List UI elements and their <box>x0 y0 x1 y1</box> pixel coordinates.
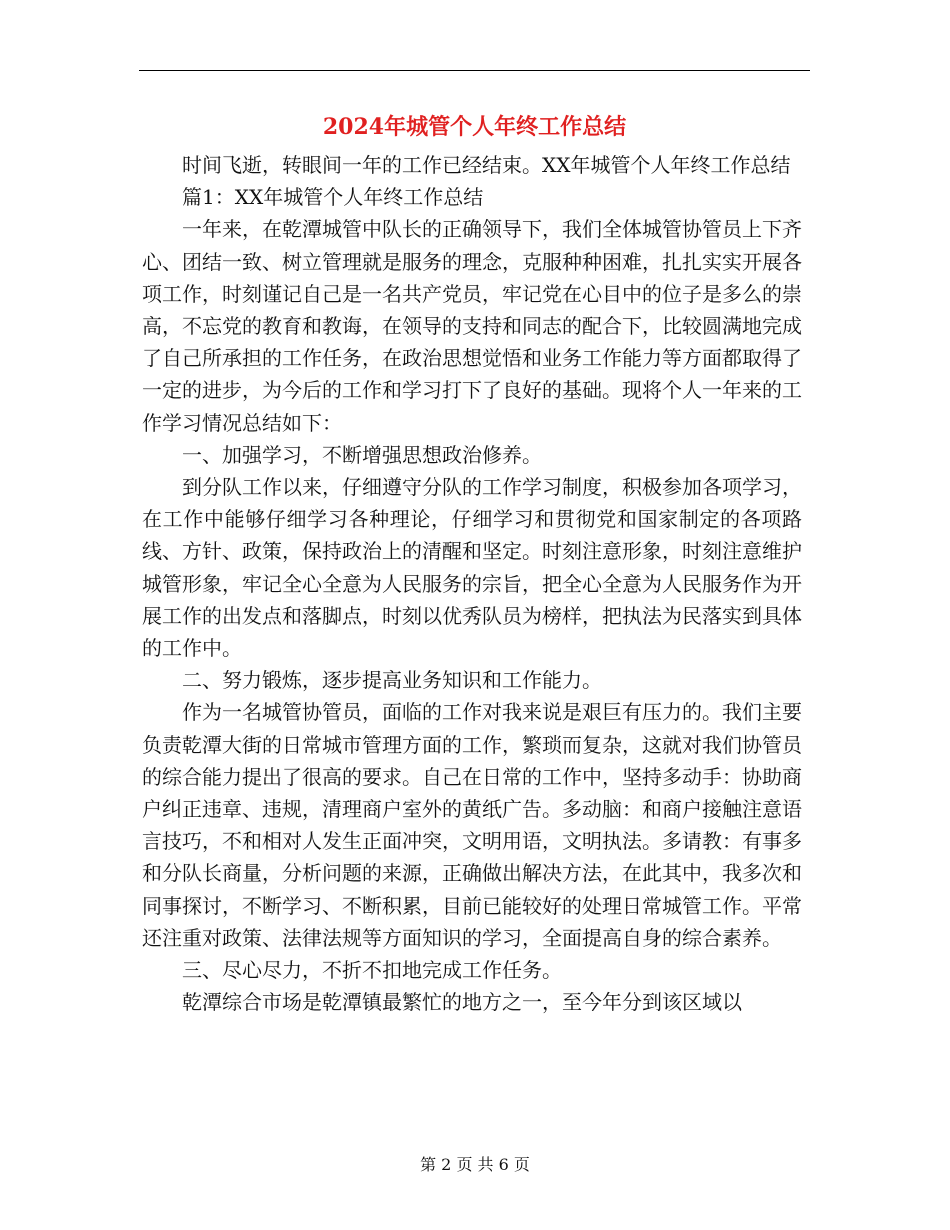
section-heading-1: 一、加强学习，不断增强思想政治修养。 <box>182 442 542 467</box>
document-title: 2024年城管个人年终工作总结 <box>322 114 627 140</box>
page-footer: 第 2 页 共 6 页 <box>420 1155 530 1174</box>
header-rule <box>139 70 810 71</box>
paragraph-overview: 一年来，在乾潭城管中队长的正确领导下，我们全体城管协管员上下齐心、团结一致、树立管理就是服务的理念，克服种种困难，扎扎实实开展各项工作，时刻谨记自己是一名共产党员，牢记党在心目中的位子是多么的崇高，不忘党的教育和教诲，在领导的支持和同志的配合下，比较圆满地完成了自己所承担的工作任务，在政治思想觉悟和业务工作能力等方面都取得了一定的进步，为今后的工作和学习打下了良好的基础。现将个人一年来的工作学习情况总结如下： <box>142 217 802 435</box>
paragraph-intro: 时间飞逝，转眼间一年的工作已经结束。XX年城管个人年终工作总结 <box>182 153 791 177</box>
section-heading-2: 二、努力锻炼，逐步提高业务知识和工作能力。 <box>182 668 602 693</box>
section-heading-3: 三、尽心尽力，不折不扣地完成工作任务。 <box>182 958 562 983</box>
paragraph-section-2: 作为一名城管协管员，面临的工作对我来说是艰巨有压力的。我们主要负责乾潭大街的日常城市管理方面的工作，繁琐而复杂，这就对我们协管员的综合能力提出了很高的要求。自己在日常的工作中，坚持多动手：协助商户纠正违章、违规，清理商户室外的黄纸广告。多动脑：和商户接触注意语言技巧，不和相对人发生正面冲突，文明用语，文明执法。多请教：有事多和分队长商量，分析问题的来源，正确做出解决方法，在此其中，我多次和同事探讨，不断学习、不断积累，目前已能较好的处理日常城管工作。平常还注重对政策、法律法规等方面知识的学习，全面提高自身的综合素养。 <box>142 700 802 950</box>
paragraph-section-1: 到分队工作以来，仔细遵守分队的工作学习制度，积极参加各项学习，在工作中能够仔细学习各种理论，仔细学习和贯彻党和国家制定的各项路线、方针、政策，保持政治上的清醒和坚定。时刻注意形象，时刻注意维护城管形象，牢记全心全意为人民服务的宗旨，把全心全意为人民服务作为开展工作的出发点和落脚点，时刻以优秀队员为榜样，把执法为民落实到具体的工作中。 <box>142 475 802 661</box>
paragraph-section-3: 乾潭综合市场是乾潭镇最繁忙的地方之一，至今年分到该区域以 <box>182 990 742 1015</box>
paragraph-article-heading: 篇1：XX年城管个人年终工作总结 <box>182 185 484 210</box>
document-body <box>142 149 802 1018</box>
